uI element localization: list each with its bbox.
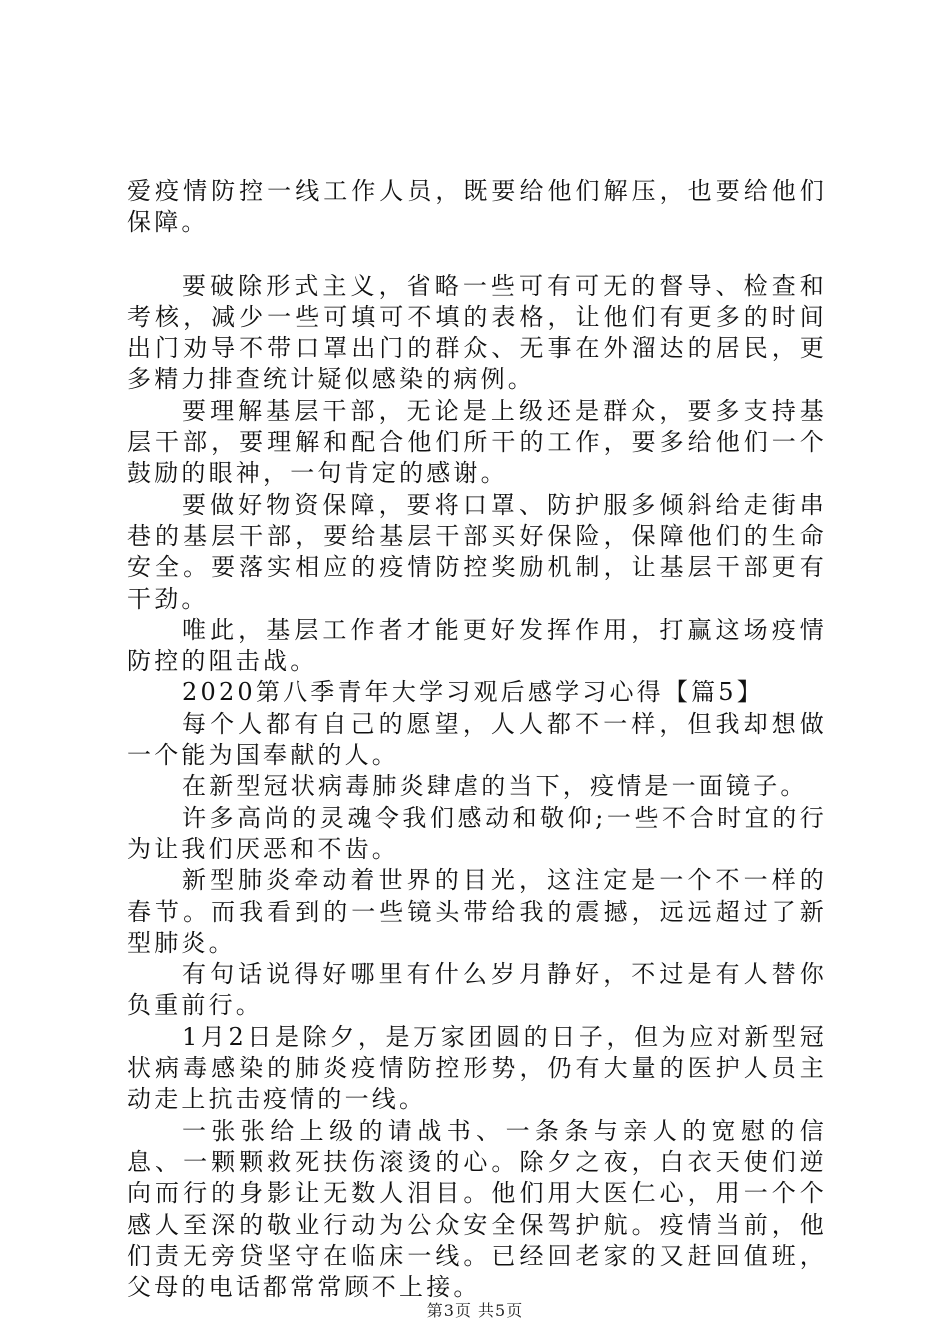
document-body — [127, 176, 827, 1303]
paragraph: 要做好物资保障，要将口罩、防护服多倾斜给走街串巷的基层干部，要给基层干部买好保险，保障他们的生命安全。要落实相应的疫情防控奖励机制，让基层干部更有干劲。 — [127, 490, 827, 613]
paragraph: 有句话说得好哪里有什么岁月静好，不过是有人替你负重前行。 — [127, 960, 827, 1020]
paragraph: 1月2日是除夕，是万家团圆的日子，但为应对新型冠状病毒感染的肺炎疫情防控形势，仍有大量的医护人员主动走上抗击疫情的一线。 — [127, 1022, 827, 1114]
paragraph: 许多高尚的灵魂令我们感动和敬仰;一些不合时宜的行为让我们厌恶和不齿。 — [127, 803, 827, 863]
paragraph: 要理解基层干部，无论是上级还是群众，要多支持基层干部，要理解和配合他们所干的工作，要多给他们一个鼓励的眼神，一句肯定的感谢。 — [127, 396, 827, 488]
paragraph: 新型肺炎牵动着世界的目光，这注定是一个不一样的春节。而我看到的一些镜头带给我的震撼，远远超过了新型肺炎。 — [127, 866, 827, 957]
page-number-footer: 第3页 共5页 — [426, 1301, 524, 1320]
paragraph: 一张张给上级的请战书、一条条与亲人的宽慰的信息、一颗颗救死扶伤滚烫的心。除夕之夜，白衣天使们逆向而行的身影让无数人泪目。他们用大医仁心，用一个个感人至深的敬业行动为公众安全保驾护航。疫情当前，他们责无旁贷坚守在临床一线。已经回老家的又赶回值班，父母的电话都常常顾不上接。 — [127, 1116, 827, 1302]
section-heading: 2020第八季青年大学习观后感学习心得【篇5】 — [182, 678, 764, 707]
paragraph: 在新型冠状病毒肺炎肆虐的当下，疫情是一面镜子。 — [182, 772, 808, 801]
paragraph: 要破除形式主义，省略一些可有可无的督导、检查和考核，减少一些可填可不填的表格，让他们有更多的时间出门劝导不带口罩出门的群众、无事在外溜达的居民，更多精力排查统计疑似感染的病例。 — [127, 271, 827, 394]
paragraph: 每个人都有自己的愿望，人人都不一样，但我却想做一个能为国奉献的人。 — [127, 709, 827, 770]
paragraph: 唯此，基层工作者才能更好发挥作用，打赢这场疫情防控的阻击战。 — [127, 615, 827, 676]
paragraph-continuation: 爱疫情防控一线工作人员，既要给他们解压，也要给他们保障。 — [127, 177, 827, 237]
